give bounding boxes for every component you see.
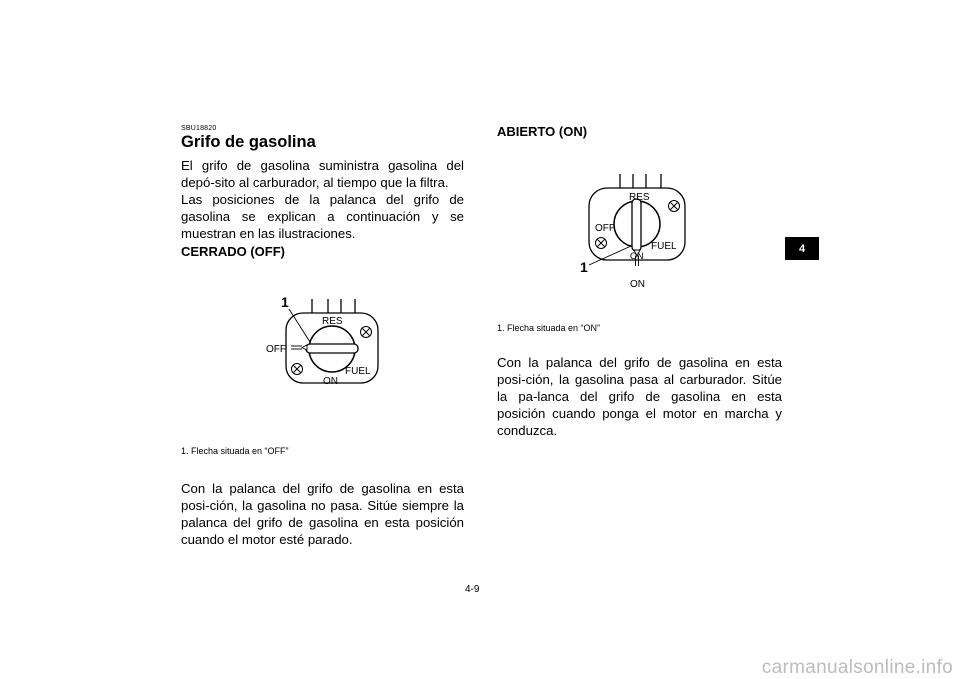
off-callout-number: 1 (281, 294, 289, 310)
off-paragraph: Con la palanca del grifo de gasolina en esta posi-ción, la gasolina no pasa. Sitúe siempre la palanca del grifo de gasolina en esta posición cuando el motor esté parado. (181, 481, 464, 547)
off-label-on: ON (323, 376, 338, 387)
on-label-on-bottom: ON (630, 279, 645, 290)
fuel-valve-off-figure (255, 292, 385, 392)
intro-paragraph: El grifo de gasolina suministra gasolina del depó-sito al carburador, al tiempo que la filtra. Las posiciones de la palanca del grifo de gasolina se explican a continuación y se muestran en las ilustraciones. (181, 158, 464, 241)
chapter-tab-label: 4 (798, 242, 806, 255)
chapter-tab (785, 237, 819, 260)
fuel-valve-on-figure (575, 168, 705, 293)
on-label-off: OFF (595, 223, 615, 234)
on-label-fuel: FUEL (651, 241, 677, 252)
on-callout-number: 1 (580, 259, 588, 275)
off-heading: CERRADO (OFF) (181, 244, 285, 259)
on-caption: 1. Flecha situada en “ON” (497, 323, 601, 333)
watermark-text: carmanualsonline.info (761, 657, 953, 678)
section-title: Grifo de gasolina (181, 133, 316, 151)
watermark (0, 657, 960, 679)
off-label-res: RES (322, 316, 343, 327)
off-label-off: OFF (266, 344, 286, 355)
on-paragraph: Con la palanca del grifo de gasolina en esta posi-ción, la gasolina pasa al carburador. Sitúe la pa-lanca del grifo de gasolina en esta posición cuando ponga el motor en marcha y conduzca. (497, 355, 782, 438)
off-caption: 1. Flecha situada en “OFF” (181, 446, 289, 456)
on-label-on-knob: ON (630, 251, 644, 261)
section-code: SBU18820 (181, 125, 217, 132)
off-label-fuel: FUEL (345, 366, 371, 377)
on-heading: ABIERTO (ON) (497, 124, 588, 139)
on-label-res: RES (629, 192, 650, 203)
page-number: 4-9 (465, 584, 480, 595)
